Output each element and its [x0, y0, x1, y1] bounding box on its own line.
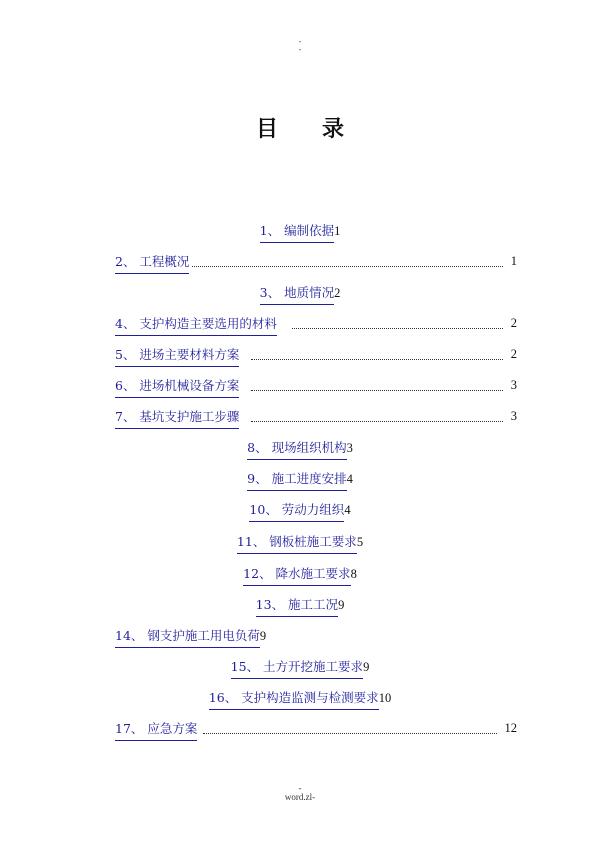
toc-entry-6[interactable] — [115, 376, 517, 396]
toc-entry-13[interactable] — [0, 595, 600, 615]
toc-leader-dots — [203, 733, 497, 734]
header-mark-top: - — [298, 37, 302, 46]
toc-label[interactable]: 15、 土方开挖施工要求 — [231, 657, 363, 679]
toc-label[interactable]: 14、 钢支护施工用电负荷 — [115, 626, 260, 648]
toc-page: 3 — [510, 409, 517, 423]
toc-page: 2 — [334, 286, 341, 300]
toc-entry-2[interactable] — [115, 252, 517, 272]
toc-page: 8 — [350, 567, 357, 581]
toc-label[interactable]: 11、 钢板桩施工要求 — [237, 532, 357, 554]
toc-page: 4 — [344, 503, 351, 517]
header-mark-bottom: - — [298, 45, 302, 54]
toc-page: 5 — [356, 535, 364, 549]
toc-page: 9 — [338, 598, 345, 612]
toc-entry-3[interactable] — [0, 283, 600, 303]
toc-entry-10[interactable] — [0, 500, 600, 520]
toc-label[interactable]: 17、 应急方案 — [115, 719, 197, 741]
toc-entry-8[interactable] — [0, 438, 600, 458]
footer-mark: - — [298, 783, 302, 793]
toc-entry-4[interactable] — [115, 314, 517, 334]
toc-label[interactable]: 16、 支护构造监测与检测要求 — [209, 688, 379, 710]
toc-leader-dots — [251, 359, 503, 360]
toc-page: 2 — [510, 347, 517, 361]
toc-label[interactable]: 5、 进场主要材料方案 — [115, 345, 239, 367]
toc-label[interactable]: 1、 编制依据 — [260, 221, 334, 243]
footer — [0, 784, 600, 802]
toc-label[interactable]: 13、 施工工况 — [256, 595, 338, 617]
toc-entry-9[interactable] — [0, 469, 600, 489]
toc-entry-5[interactable] — [115, 345, 517, 365]
toc-entry-14[interactable] — [115, 626, 266, 646]
toc-label[interactable]: 10、 劳动力组织 — [249, 500, 344, 522]
toc-page: 2 — [510, 316, 517, 330]
toc-leader-dots — [251, 390, 503, 391]
toc-label[interactable]: 8、 现场组织机构 — [247, 438, 346, 460]
toc-page: 9 — [363, 660, 370, 674]
toc-entry-1[interactable] — [0, 221, 600, 241]
toc-entry-12[interactable] — [0, 564, 600, 584]
toc-page: 12 — [504, 721, 517, 735]
toc-leader-dots — [251, 421, 503, 422]
toc-label[interactable]: 2、 工程概况 — [115, 252, 189, 274]
toc-label[interactable]: 12、 降水施工要求 — [243, 564, 350, 586]
page-title: 目录 — [255, 116, 388, 142]
toc-page: 10 — [378, 691, 392, 705]
toc-entry-7[interactable] — [115, 407, 517, 427]
toc-leader-dots — [192, 266, 503, 267]
toc-page: 1 — [510, 254, 517, 268]
toc-page: 3 — [346, 441, 353, 455]
toc-label[interactable]: 4、 支护构造主要选用的材料 — [115, 314, 277, 336]
toc-label[interactable]: 9、 施工进度安排 — [247, 469, 346, 491]
toc-entry-17[interactable] — [115, 719, 517, 739]
toc-page: 3 — [510, 378, 517, 392]
toc-label[interactable]: 6、 进场机械设备方案 — [115, 376, 239, 398]
toc-label[interactable]: 7、 基坑支护施工步骤 — [115, 407, 239, 429]
footer-text: word.zl- — [284, 792, 316, 802]
toc-entry-11[interactable] — [0, 532, 600, 552]
toc-leader-dots — [292, 328, 503, 329]
toc-entry-15[interactable] — [0, 657, 600, 677]
toc-entry-16[interactable] — [0, 688, 600, 708]
toc-page: 4 — [346, 472, 353, 486]
toc-label[interactable]: 3、 地质情况 — [260, 283, 334, 305]
toc-page: 1 — [334, 224, 341, 238]
toc-page: 9 — [259, 629, 267, 643]
